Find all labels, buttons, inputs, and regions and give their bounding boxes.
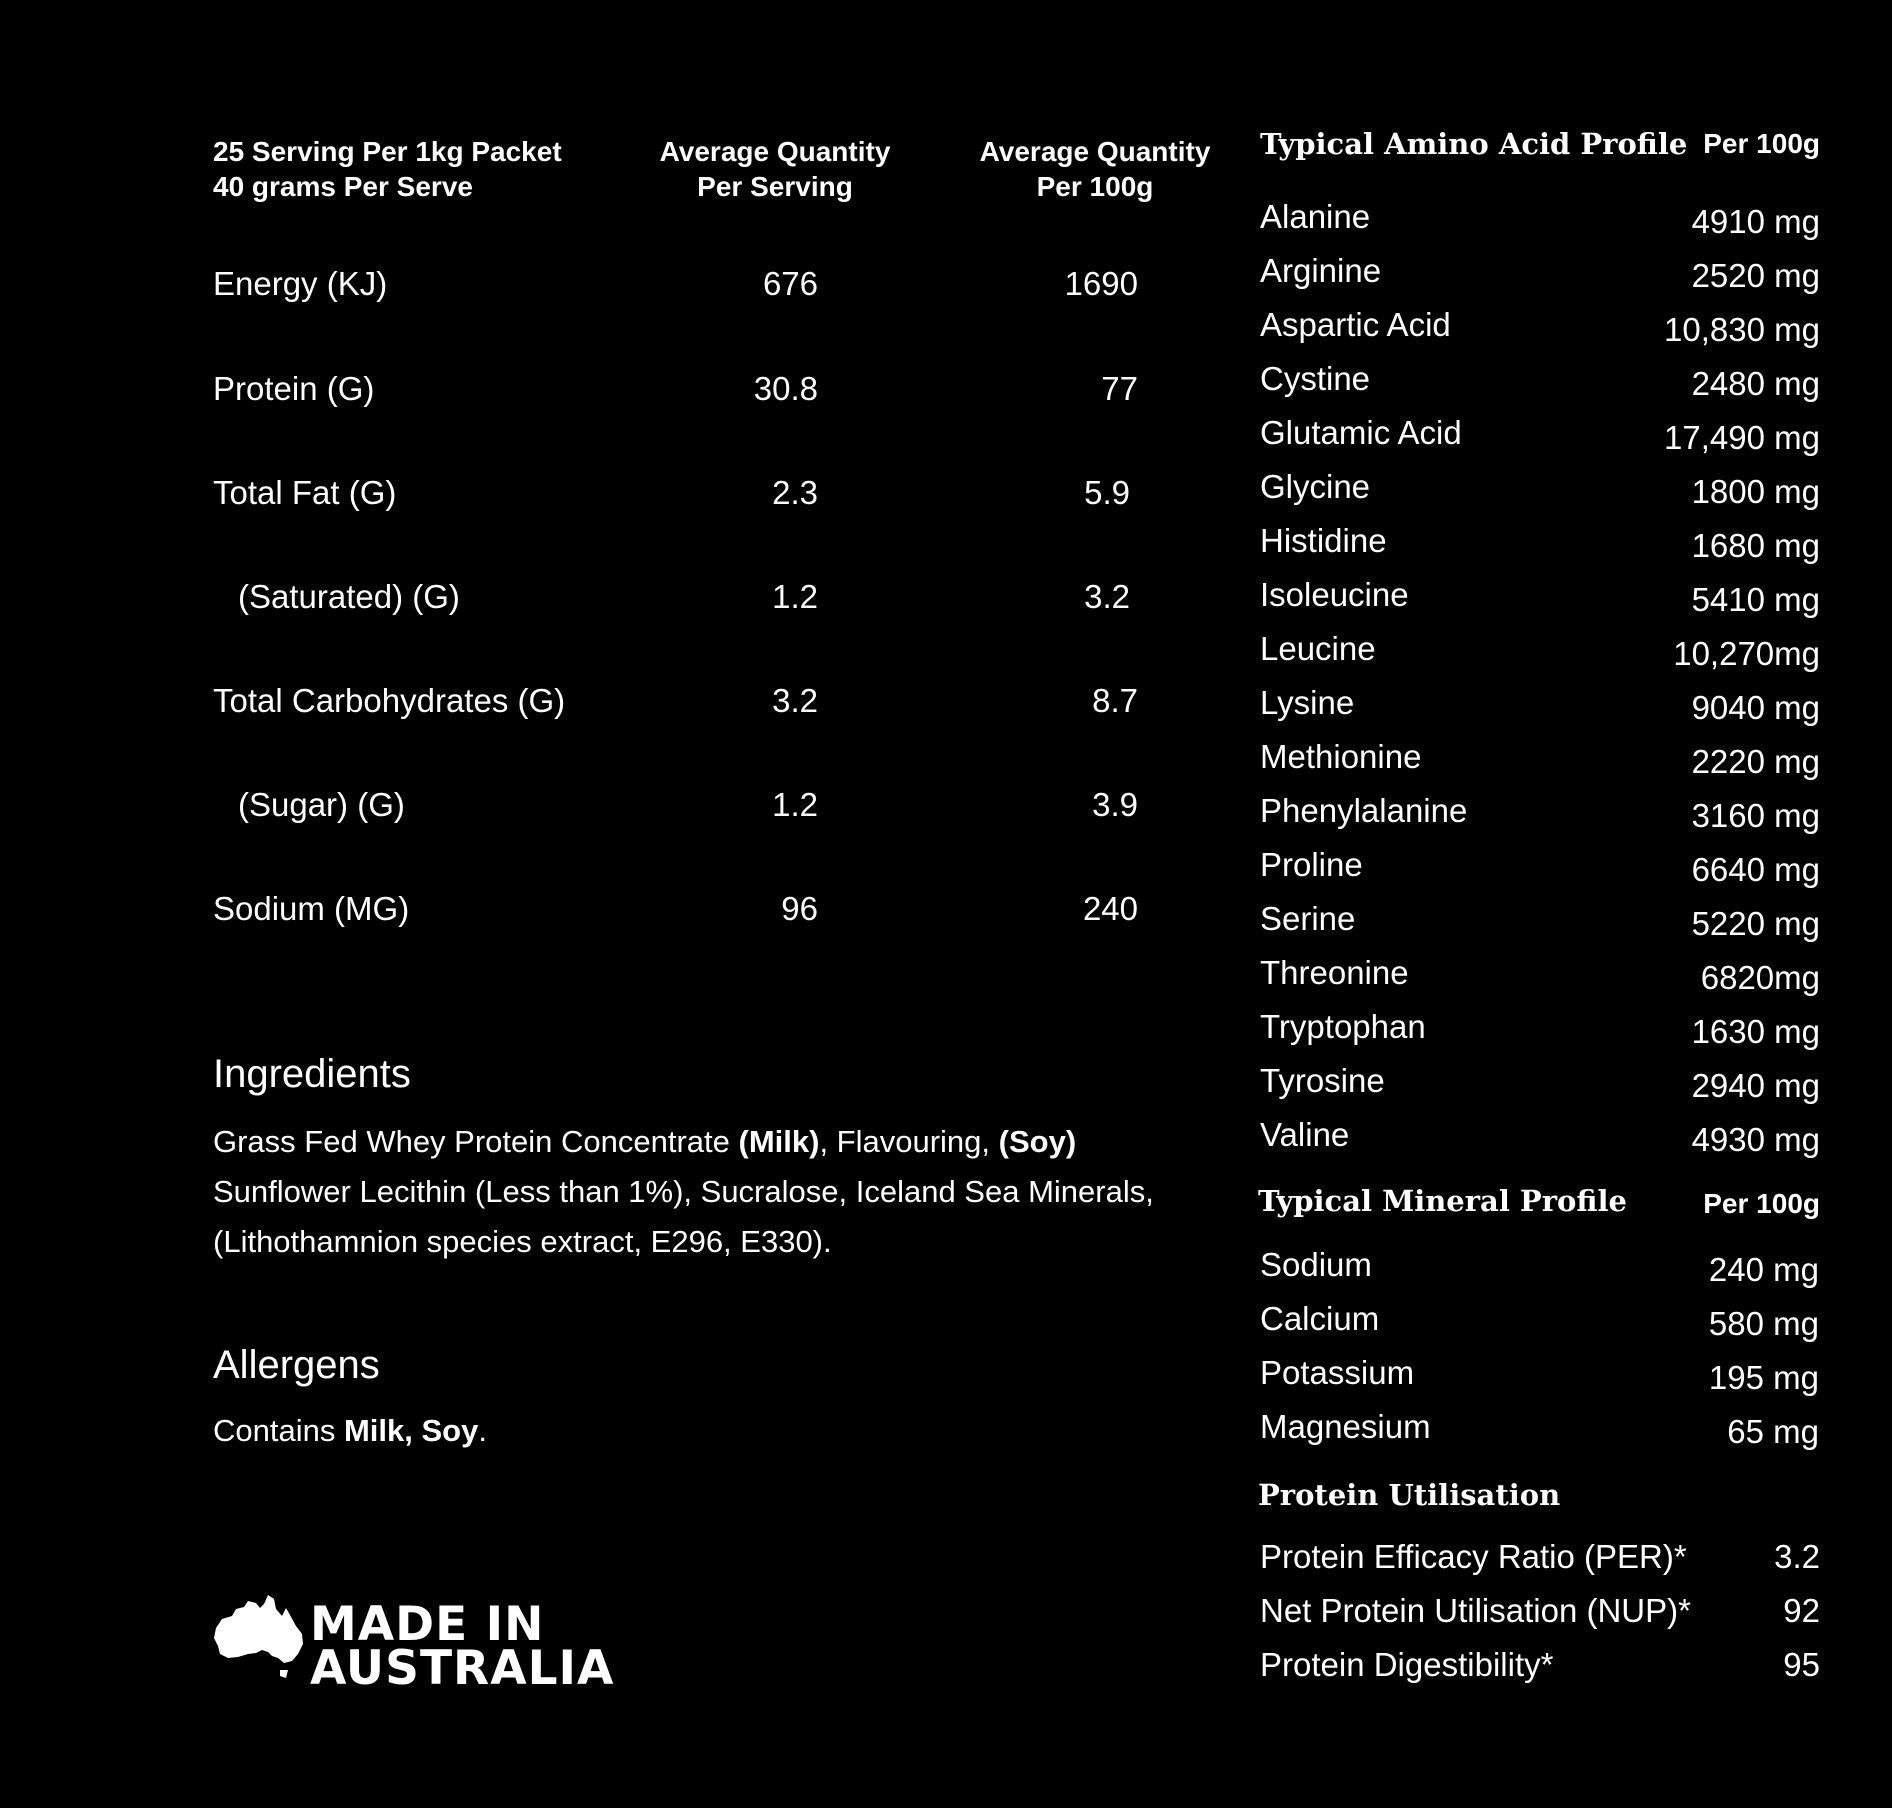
- amino-name: Glycine: [1260, 468, 1371, 505]
- amino-profile-unit: Per 100g: [1703, 128, 1820, 159]
- made-in-australia-text: MADE IN AUSTRALIA: [310, 1597, 615, 1696]
- amino-value: 10,270mg: [1673, 635, 1820, 672]
- nutrition-label: Sodium (MG): [213, 890, 410, 927]
- mineral-value: 195 mg: [1708, 1359, 1819, 1396]
- mineral-name: Calcium: [1260, 1300, 1380, 1337]
- amino-value: 1800 mg: [1691, 473, 1820, 510]
- amino-name: Methionine: [1260, 738, 1422, 775]
- amino-profile-title: Typical Amino Acid Profile: [1260, 127, 1688, 161]
- amino-value: 2480 mg: [1691, 365, 1820, 402]
- nutrition-per-100g: 1690: [1064, 265, 1138, 302]
- utilisation-name: Net Protein Utilisation (NUP)*: [1260, 1592, 1691, 1629]
- amino-value: 4910 mg: [1691, 203, 1820, 240]
- mineral-profile-title: Typical Mineral Profile: [1258, 1184, 1627, 1218]
- amino-name: Cystine: [1260, 360, 1371, 397]
- mineral-name: Sodium: [1260, 1246, 1372, 1283]
- nutrition-label: Total Carbohydrates (G): [213, 682, 566, 719]
- utilisation-value: 95: [1783, 1646, 1820, 1683]
- amino-name: Glutamic Acid: [1260, 414, 1462, 451]
- mineral-value: 65 mg: [1727, 1413, 1819, 1450]
- amino-value: 2220 mg: [1691, 743, 1820, 780]
- amino-name: Arginine: [1260, 252, 1382, 289]
- mineral-value: 240 mg: [1708, 1251, 1819, 1288]
- mineral-profile-unit: Per 100g: [1703, 1188, 1820, 1219]
- mineral-name: Potassium: [1260, 1354, 1415, 1391]
- nutrition-label: (Sugar) (G): [238, 786, 405, 823]
- amino-value: 9040 mg: [1691, 689, 1820, 726]
- col-header-per-serving: Average Quantity Per Serving: [659, 136, 891, 202]
- amino-name: Valine: [1260, 1116, 1350, 1153]
- amino-name: Threonine: [1260, 954, 1409, 991]
- allergens-text: Contains Milk, Soy.: [213, 1413, 487, 1448]
- nutrition-per-serving: 1.2: [772, 786, 818, 823]
- nutrition-label: Total Fat (G): [213, 474, 397, 511]
- amino-value: 4930 mg: [1691, 1121, 1820, 1158]
- australia-map-icon: [212, 1594, 304, 1680]
- amino-name: Aspartic Acid: [1260, 306, 1451, 343]
- amino-name: Lysine: [1260, 684, 1355, 721]
- serving-line-1: 25 Serving Per 1kg Packet: [213, 136, 562, 167]
- serving-line-2: 40 grams Per Serve: [213, 171, 473, 202]
- nutrition-per-100g: 8.7: [1092, 682, 1138, 719]
- amino-value: 10,830 mg: [1664, 311, 1820, 348]
- amino-value: 6820mg: [1700, 959, 1820, 996]
- nutrition-per-serving: 1.2: [772, 578, 818, 615]
- utilisation-name: Protein Digestibility*: [1260, 1646, 1554, 1683]
- amino-name: Serine: [1260, 900, 1356, 937]
- amino-value: 1680 mg: [1691, 527, 1820, 564]
- nutrition-per-100g: 3.9: [1092, 786, 1138, 823]
- utilisation-value: 3.2: [1774, 1538, 1820, 1575]
- amino-value: 2940 mg: [1691, 1067, 1820, 1104]
- allergens-title: Allergens: [213, 1343, 380, 1387]
- amino-value: 17,490 mg: [1664, 419, 1820, 456]
- nutrition-label: Energy (KJ): [213, 265, 388, 302]
- protein-utilisation-title: Protein Utilisation: [1258, 1478, 1561, 1512]
- nutrition-per-100g: 3.2: [1084, 578, 1130, 615]
- amino-name: Leucine: [1260, 630, 1376, 667]
- utilisation-name: Protein Efficacy Ratio (PER)*: [1260, 1538, 1687, 1575]
- ingredients-text: Grass Fed Whey Protein Concentrate (Milk), Flavouring, (Soy) Sunflower Lecithin (Less than 1%), Sucralose, Iceland Sea Minerals, (Lithothamnion species extract, E296, E330).: [213, 1124, 1154, 1259]
- amino-value: 5410 mg: [1691, 581, 1820, 618]
- mineral-name: Magnesium: [1260, 1408, 1431, 1445]
- mineral-value: 580 mg: [1708, 1305, 1819, 1342]
- amino-value: 6640 mg: [1691, 851, 1820, 888]
- nutrition-per-serving: 676: [762, 265, 818, 302]
- nutrition-per-100g: 77: [1101, 370, 1138, 407]
- utilisation-value: 92: [1783, 1592, 1820, 1629]
- nutrition-per-serving: 3.2: [772, 682, 818, 719]
- amino-name: Isoleucine: [1260, 576, 1409, 613]
- nutrition-per-100g: 240: [1082, 890, 1138, 927]
- amino-name: Tyrosine: [1260, 1062, 1385, 1099]
- col-header-per-100g: Average Quantity Per 100g: [979, 136, 1211, 202]
- nutrition-per-100g: 5.9: [1084, 474, 1130, 511]
- amino-name: Alanine: [1260, 198, 1371, 235]
- amino-value: 5220 mg: [1691, 905, 1820, 942]
- nutrition-per-serving: 2.3: [772, 474, 818, 511]
- nutrition-label: Protein (G): [213, 370, 375, 407]
- ingredients-title: Ingredients: [213, 1052, 411, 1096]
- amino-value: 2520 mg: [1691, 257, 1820, 294]
- nutrition-per-serving: 30.8: [753, 370, 818, 407]
- amino-name: Histidine: [1260, 522, 1387, 559]
- amino-value: 3160 mg: [1691, 797, 1820, 834]
- serving-info: [213, 134, 562, 204]
- amino-name: Proline: [1260, 846, 1363, 883]
- amino-value: 1630 mg: [1691, 1013, 1820, 1050]
- nutrition-label: (Saturated) (G): [238, 578, 460, 615]
- amino-name: Phenylalanine: [1260, 792, 1468, 829]
- amino-name: Tryptophan: [1260, 1008, 1426, 1045]
- nutrition-per-serving: 96: [781, 890, 818, 927]
